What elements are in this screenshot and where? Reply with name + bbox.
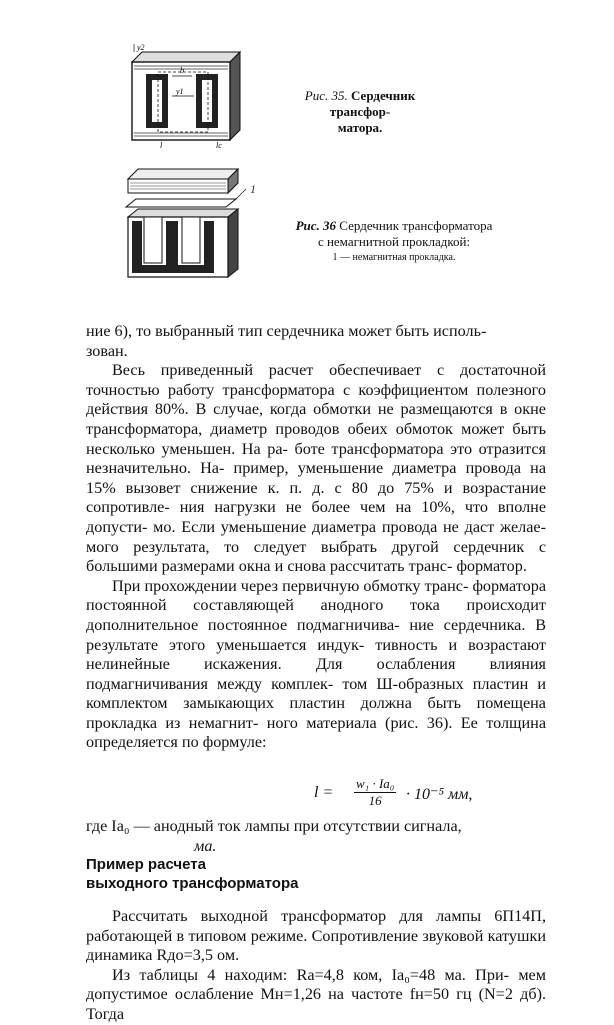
label-b: b <box>180 66 184 75</box>
figure-35-caption-text-1: Сердечник трансфор- <box>329 88 416 119</box>
formula-lhs: l = <box>314 784 334 801</box>
text-line: размещаются в окне трансформатора, диаметр проводов <box>86 400 546 438</box>
example-text <box>86 907 546 1025</box>
formula-denominator: 16 <box>368 793 382 808</box>
text-line: с большими размерами окна и снова рассчитать транс- <box>86 537 546 576</box>
figure-36-caption <box>262 218 526 266</box>
figure-36-caption-text-1: Сердечник трансформатора <box>339 218 493 233</box>
formula-numerator: w₁ · Iа₀ <box>356 776 395 791</box>
paragraph-calculation <box>86 361 546 577</box>
text-line: ние 6), то выбранный тип сердечника может быть исполь- <box>86 322 487 340</box>
text-line: пластин должна быть помещена прокладка из немагнит- <box>86 694 546 732</box>
text-line: тивность и возрастают нелинейные искажения. Для <box>86 635 546 674</box>
text-line: точностью работу трансформатора с коэффициентом <box>86 380 469 399</box>
figure-36-caption-label: Рис. 36 <box>295 218 337 233</box>
text-line: 6П14П, работающей в типовом режиме. Сопротивление <box>86 907 546 945</box>
text-line: снижение к. п. д. с 80 до 75% и возрастание сопротивле- <box>86 478 547 517</box>
text-line: ослабления влияния подмагничивания между комплек- <box>86 655 547 693</box>
figure-36-caption-text-2: с немагнитной прокладкой: <box>317 234 471 249</box>
text-line: Весь приведенный расчет обеспечивает с достаточной <box>112 361 546 380</box>
body-text <box>86 322 546 753</box>
figure-35-caption-text-2: матора. <box>337 120 383 135</box>
text-line: мо. Если уменьшение диаметра провода не даст желае- <box>153 517 546 536</box>
text-line: звуковой катушки динамика Rдо=3,5 ом. <box>86 926 546 965</box>
text-line: форматор. <box>456 557 527 576</box>
heading-line-1: Пример расчета <box>86 856 206 873</box>
label-l: l <box>160 141 163 150</box>
figure-35-caption-label: Рис. 35. <box>304 88 348 103</box>
figure-35-transformer-core <box>120 40 250 150</box>
text-line: том Ш-образных пластин и комплектом замыкающих <box>86 674 546 713</box>
where-line-2: ма. <box>194 836 217 855</box>
text-line: боте трансформатора это отразится незначительно. На- <box>86 439 547 478</box>
text-line: ние сердечника. В результате этого уменьшается индук- <box>86 615 546 654</box>
text-line: полезного действия 80%. В случае, когда обмотки не <box>86 380 547 419</box>
paragraph-task <box>86 907 546 966</box>
text-line: зован. <box>86 341 128 360</box>
text-line: обеих обмоток может быть несколько уменьшен. На ра- <box>86 419 546 458</box>
figure-36-core-with-spacer <box>120 165 260 295</box>
text-line: пример, уменьшение диаметра провода на 15% вызовет <box>86 459 547 497</box>
formula-where <box>86 817 546 856</box>
text-line: формуле: <box>202 733 267 752</box>
figure-36-callout: 1 <box>250 182 256 196</box>
heading-line-2: выходного трансформатора <box>86 875 299 892</box>
text-line: ния нагрузки не более чем на 10%, что вполне допусти- <box>86 498 546 536</box>
label-y2: y2 <box>137 43 145 52</box>
formula-fraction <box>354 776 396 809</box>
paragraph-table-values <box>86 966 546 1025</box>
formula-rhs: · 10⁻⁵ мм, <box>406 786 473 803</box>
text-line: мем допустимое ослабление Mн=1,26 на частоте fн=50 гц <box>86 965 546 1004</box>
figure-36-caption-text-3: 1 — немагнитная прокладка. <box>332 252 456 263</box>
paragraph-continuation <box>86 322 546 361</box>
text-line: ного материала (рис. 36). Ее толщина определяется по <box>86 713 546 752</box>
text-line: происходит дополнительное постоянное подмагничива- <box>86 596 546 634</box>
text-line: мого результата, то следует выбрать другой сердечник <box>86 537 525 556</box>
text-line: форматора постоянной составляющей анодного тока <box>86 576 546 615</box>
label-y1: y1 <box>176 87 184 96</box>
text-line: Рассчитать выходной трансформатор для лампы <box>112 907 482 925</box>
section-heading <box>86 855 546 893</box>
text-line: При прохождении через первичную обмотку транс- <box>112 576 469 595</box>
label-lc: lc <box>216 141 222 150</box>
spacer-thickness-formula <box>86 776 546 812</box>
figure-35-caption <box>280 88 440 136</box>
text-line: Из таблицы 4 находим: Rа=4,8 ком, Iа₀=48 ма. При- <box>112 965 509 984</box>
paragraph-magnetization <box>86 577 546 753</box>
where-line-1: где Iа₀ — анодный ток лампы при отсутствии сигнала, <box>86 817 462 835</box>
text-line: (N=2 дб). Тогда <box>86 985 547 1023</box>
